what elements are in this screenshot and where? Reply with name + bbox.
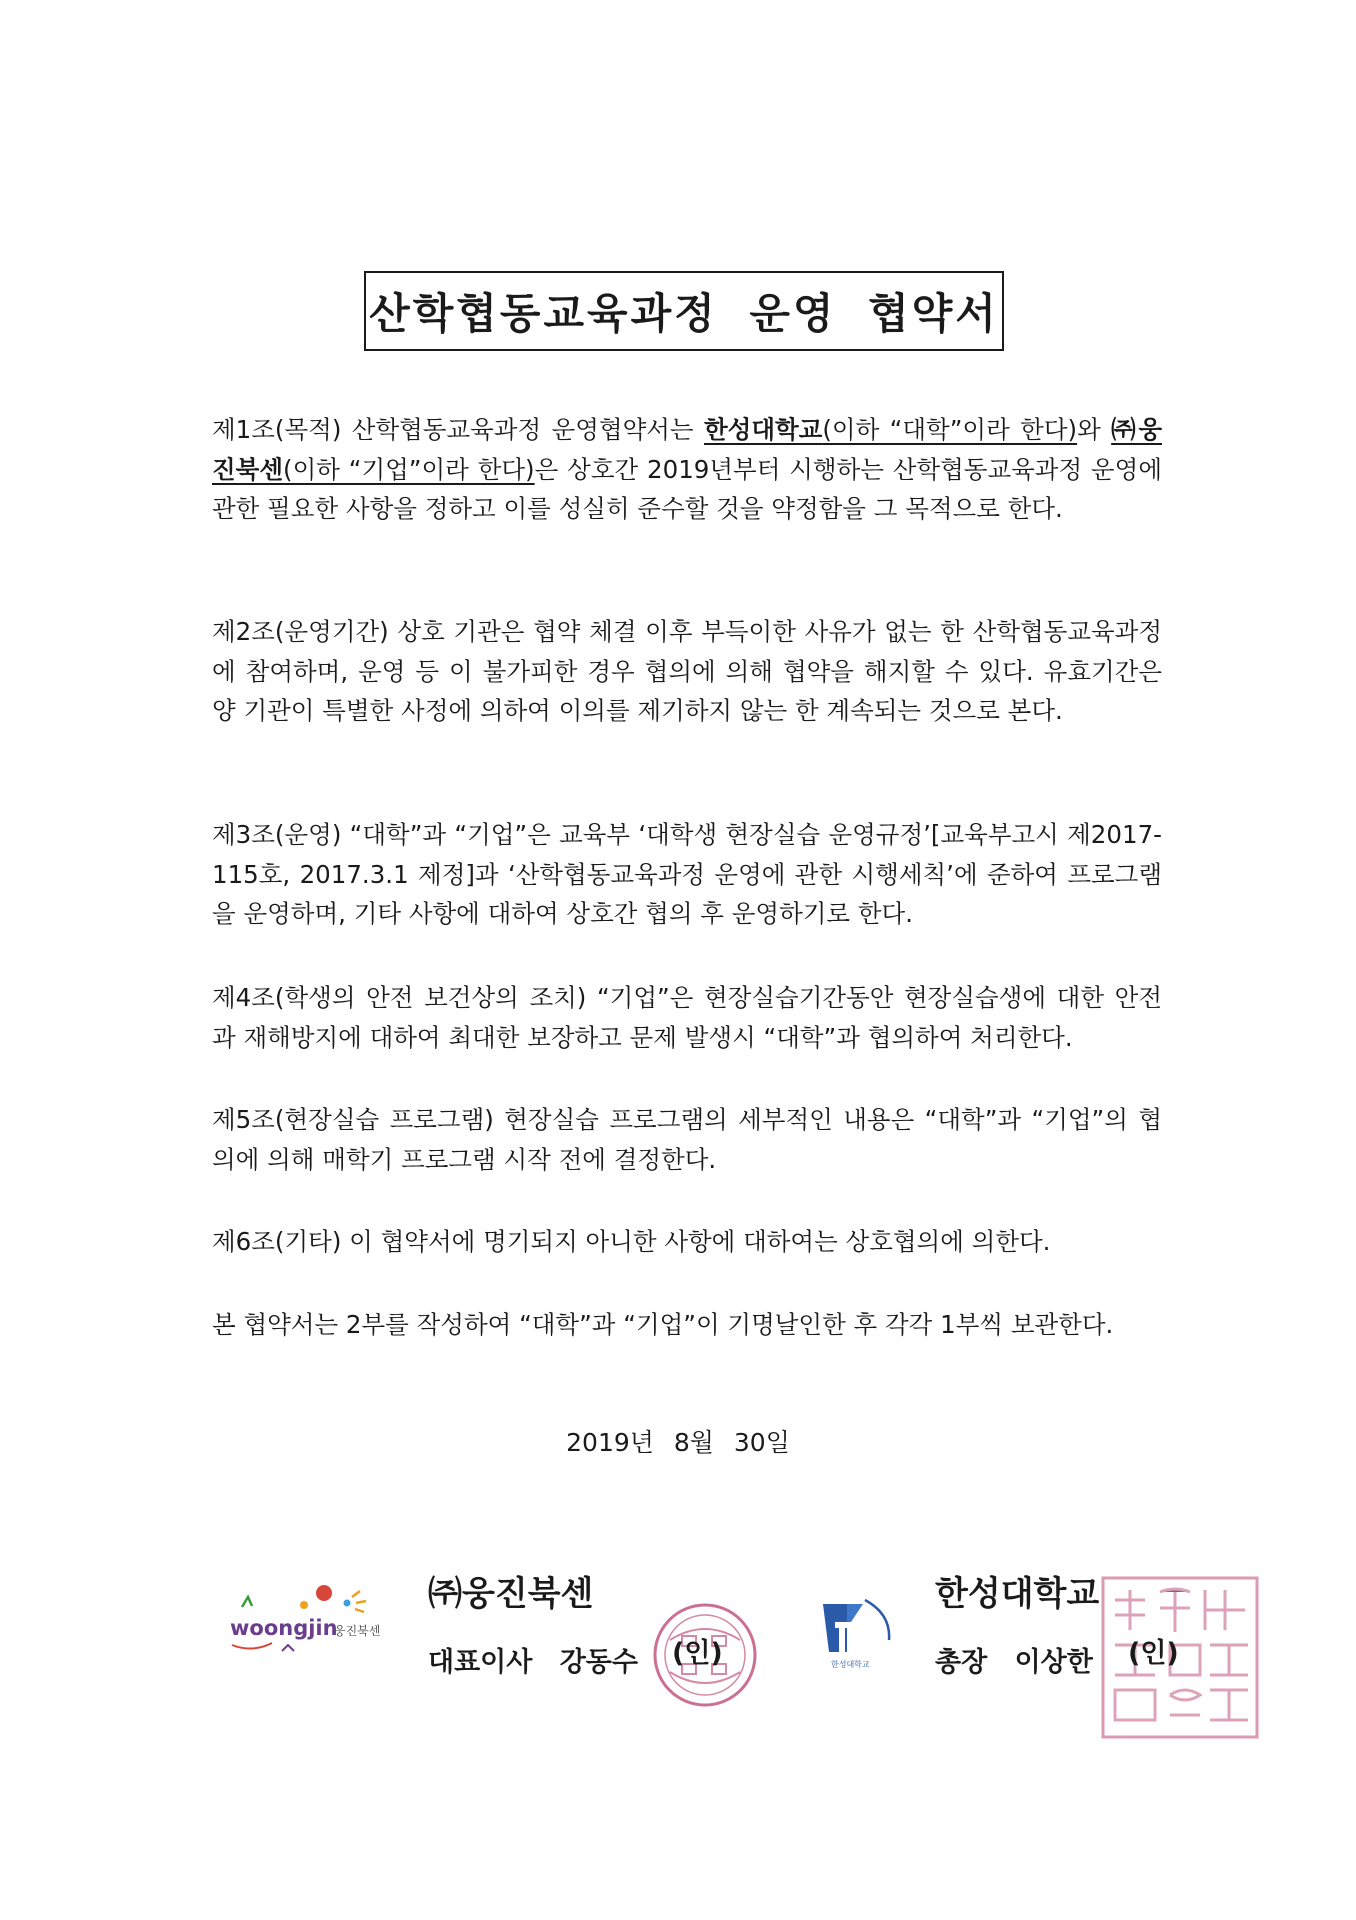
article-3-text: 제3조(운영) “대학”과 “기업”은 교육부 ‘대학생 현장실습 운영규정’[교육부고시 제2017-115호, 2017.3.1 제정]과 ‘산학협동교육과정 운영에 관한 시행세칙’에 준하여 프로그램을 운영하며, 기타 사항에 대하여 상호간 협의 후 운영하기로 한다.: [212, 820, 1162, 928]
agreement-date: 2019년 8월 30일: [566, 1428, 790, 1457]
representative-hansung: 총장 이상한: [935, 1647, 1093, 1678]
article-1-text: [212, 410, 1162, 529]
closing-statement: [212, 1305, 1162, 1345]
article-3: [212, 815, 1162, 934]
article-1: [212, 410, 1162, 529]
article-2-text: 제2조(운영기간) 상호 기관은 협약 체결 이후 부득이한 사유가 없는 한 산학협동교육과정에 참여하며, 운영 등 이 불가피한 경우 협의에 의해 협약을 해지할 수 있다. 유효기간은 양 기관이 특별한 사정에 의하여 이의를 제기하지 않는 한 계속되는 것으로 본다.: [212, 617, 1162, 725]
woongjin-logo: [222, 1575, 412, 1670]
article-5-text: 제5조(현장실습 프로그램) 현장실습 프로그램의 세부적인 내용은 “대학”과 “기업”의 협의에 의해 매학기 프로그램 시작 전에 결정한다.: [212, 1105, 1162, 1174]
hansung-university-seal: [1095, 1570, 1265, 1745]
text-segment: (이하 “대학”이라 한다): [822, 415, 1078, 444]
hansung-university-logo: [817, 1592, 899, 1674]
text-segment: 제1조(목적) 산학협동교육과정 운영협약서는: [212, 415, 705, 444]
company-name-underlined: ㈜웅진북센: [212, 415, 1162, 484]
article-4: [212, 978, 1162, 1057]
seal-mark-right: (인): [1128, 1638, 1179, 1669]
university-name-underlined: 한성대학교: [704, 415, 823, 444]
text-segment: 와: [1077, 415, 1112, 444]
document-title: 산학협동교육과정 운영 협약서: [369, 289, 999, 338]
text-segment: 은 상호간 2019년부터 시행하는 산학협동교육과정 운영에 관한 필요한 사항을 정하고 이를 성실히 준수할 것을 약정함을 그 목적으로 한다.: [212, 454, 1162, 523]
article-5: [212, 1100, 1162, 1179]
company-name-woongjin: ㈜웅진북센: [428, 1574, 594, 1614]
woongjin-logo-subtext: 웅진북센: [334, 1624, 381, 1638]
article-4-text: 제4조(학생의 안전 보건상의 조치) “기업”은 현장실습기간동안 현장실습생에 대한 안전과 재해방지에 대하여 최대한 보장하고 문제 발생시 “대학”과 협의하여 처리한다.: [212, 983, 1162, 1052]
text-segment: (이하 “기업”이라 한다): [283, 454, 535, 484]
article-6-text: 제6조(기타) 이 협약서에 명기되지 아니한 사항에 대하여는 상호협의에 의한다.: [212, 1227, 1051, 1256]
seal-mark-left: (인): [672, 1638, 723, 1669]
representative-woongjin: 대표이사 강동수: [428, 1647, 638, 1678]
title-box: [364, 271, 1004, 351]
hansung-logo-subtext: 한성대학교: [831, 1660, 870, 1669]
woongjin-logo-text: woongjin: [230, 1616, 338, 1640]
article-2: [212, 612, 1162, 731]
article-6: [212, 1222, 1162, 1262]
closing-statement-text: 본 협약서는 2부를 작성하여 “대학”과 “기업”이 기명날인한 후 각각 1부씩 보관한다.: [212, 1310, 1114, 1339]
company-name-hansung: 한성대학교: [935, 1574, 1100, 1614]
